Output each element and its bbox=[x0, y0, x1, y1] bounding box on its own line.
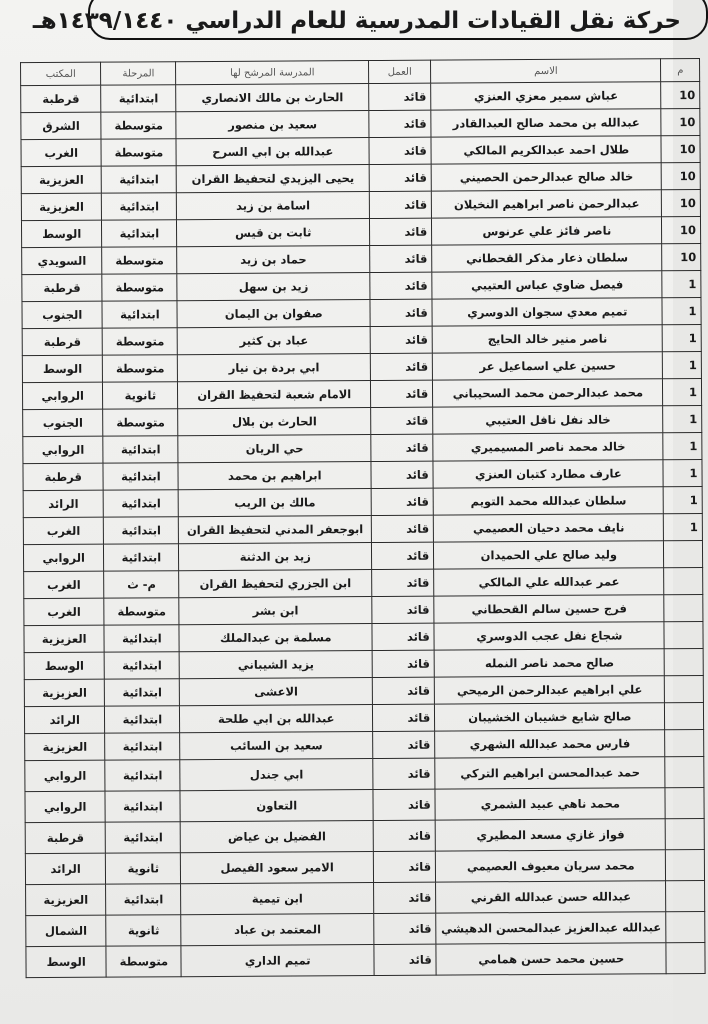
table-row bbox=[23, 486, 702, 517]
cell-job: قائد bbox=[372, 542, 434, 569]
header-name: الاسم bbox=[431, 59, 661, 83]
cell-school: الامير سعود الفيصل bbox=[181, 852, 374, 884]
cell-num bbox=[665, 787, 704, 818]
cell-office: الوسط bbox=[26, 946, 107, 977]
cell-job: قائد bbox=[371, 380, 433, 407]
cell-school: ابن تيمية bbox=[181, 883, 374, 915]
table-row bbox=[22, 270, 701, 301]
page-title: حركة نقل القيادات المدرسية للعام الدراسي ١٤٣٩/١٤٤٠هـ bbox=[32, 8, 681, 34]
cell-name: ناصر منير خالد الحايج bbox=[432, 325, 662, 353]
cell-name: خالد نفل نافل العتيبي bbox=[433, 406, 663, 434]
cell-job: قائد bbox=[373, 789, 435, 820]
cell-school: مالك بن الريب bbox=[178, 489, 371, 517]
cell-school: الحارث بن بلال bbox=[178, 408, 371, 436]
table-row bbox=[21, 109, 700, 140]
table-row bbox=[24, 648, 703, 679]
cell-office: الروابي bbox=[25, 760, 106, 791]
cell-name: خالد محمد ناصر المسيميري bbox=[433, 433, 663, 461]
cell-name: وليد صالح علي الحميدان bbox=[434, 541, 664, 569]
cell-office: قرطبة bbox=[23, 463, 104, 490]
cell-job: قائد bbox=[371, 488, 433, 515]
cell-num bbox=[664, 594, 703, 621]
cell-stage: ابتدائية bbox=[104, 625, 179, 652]
cell-num: 10 bbox=[661, 82, 700, 109]
cell-num bbox=[664, 540, 703, 567]
cell-school: عبدالله بن ابي طلحة bbox=[180, 705, 373, 733]
cell-stage: ابتدائية bbox=[105, 733, 180, 760]
table-row bbox=[26, 911, 705, 946]
cell-name: صالح محمد ناصر النمله bbox=[434, 649, 664, 677]
cell-num bbox=[666, 911, 705, 942]
cell-office: الغرب bbox=[23, 517, 104, 544]
table-row bbox=[22, 351, 701, 382]
cell-num bbox=[664, 621, 703, 648]
header-num: م bbox=[661, 59, 700, 82]
header-job: العمل bbox=[369, 60, 431, 83]
cell-num: 1 bbox=[662, 270, 701, 297]
cell-name: سلطان عبدالله محمد التويم bbox=[433, 487, 663, 515]
cell-stage: ابتدائية bbox=[104, 517, 179, 544]
cell-num: 1 bbox=[663, 405, 702, 432]
cell-job: قائد bbox=[370, 299, 432, 326]
cell-stage: متوسطة bbox=[102, 247, 177, 274]
cell-school: الامام شعبة لتحفيظ القران bbox=[178, 381, 371, 409]
cell-stage: ابتدائية bbox=[106, 884, 181, 915]
cell-name: محمد عبدالرحمن محمد السحيباني bbox=[433, 379, 663, 407]
cell-name: محمد سريان معيوف العصيمي bbox=[436, 850, 666, 882]
table-row bbox=[25, 756, 704, 791]
cell-office: الجنوب bbox=[23, 409, 104, 436]
cell-stage: ابتدائية bbox=[105, 791, 180, 822]
cell-name: حسين علي اسماعيل عر bbox=[433, 352, 663, 380]
table-row bbox=[21, 82, 700, 113]
cell-office: الغرب bbox=[24, 598, 105, 625]
table-row bbox=[21, 163, 700, 194]
cell-job: قائد bbox=[373, 851, 435, 882]
cell-job: قائد bbox=[374, 944, 436, 975]
cell-office: الغرب bbox=[24, 571, 105, 598]
cell-school: يزيد الشيباني bbox=[179, 651, 372, 679]
cell-office: الروابي bbox=[23, 544, 104, 571]
cell-job: قائد bbox=[369, 137, 431, 164]
cell-num bbox=[665, 729, 704, 756]
cell-name: سلطان ذعار مذكر القحطاني bbox=[432, 244, 662, 272]
cell-name: فرج حسين سالم القحطاني bbox=[434, 595, 664, 623]
cell-school: عباد بن كثير bbox=[177, 327, 370, 355]
table-row bbox=[21, 217, 700, 248]
cell-num bbox=[666, 818, 705, 849]
cell-job: قائد bbox=[374, 882, 436, 913]
cell-school: الحارث بن مالك الانصاري bbox=[176, 84, 369, 112]
cell-stage: ثانوية bbox=[106, 853, 181, 884]
cell-school: حماد بن زيد bbox=[177, 246, 370, 274]
cell-stage: ابتدائية bbox=[105, 760, 180, 791]
cell-name: صالح شايع خشيبان الخشيبان bbox=[435, 703, 665, 731]
cell-stage: ابتدائية bbox=[102, 301, 177, 328]
cell-job: قائد bbox=[369, 164, 431, 191]
cell-name: عارف مطارد كتبان العنزي bbox=[433, 460, 663, 488]
cell-name: حسين محمد حسن همامي bbox=[436, 943, 666, 975]
cell-job: قائد bbox=[372, 623, 434, 650]
cell-office: الشرق bbox=[21, 112, 102, 139]
cell-office: الوسط bbox=[22, 355, 103, 382]
cell-job: قائد bbox=[372, 677, 434, 704]
cell-num: 10 bbox=[661, 136, 700, 163]
cell-job: قائد bbox=[373, 820, 435, 851]
cell-school: التعاون bbox=[180, 790, 373, 822]
cell-name: نايف محمد دحيان العصيمي bbox=[433, 514, 663, 542]
cell-school: المعتمد بن عباد bbox=[181, 914, 374, 946]
cell-name: عبدالله حسن عبدالله القرني bbox=[436, 881, 666, 913]
cell-num: 1 bbox=[663, 351, 702, 378]
cell-office: الشمال bbox=[26, 915, 107, 946]
cell-school: سعيد بن السائب bbox=[180, 732, 373, 760]
header-office: المكتب bbox=[21, 62, 102, 85]
cell-office: الروابي bbox=[25, 791, 106, 822]
cell-job: قائد bbox=[373, 731, 435, 758]
table-row bbox=[25, 787, 704, 822]
cell-stage: متوسطة bbox=[104, 598, 179, 625]
cell-school: سعيد بن منصور bbox=[176, 111, 369, 139]
cell-office: الرائد bbox=[23, 490, 104, 517]
cell-stage: متوسطة bbox=[101, 139, 176, 166]
cell-stage: م- ث bbox=[104, 571, 179, 598]
cell-school: الاعشى bbox=[180, 678, 373, 706]
cell-office: العزيزية bbox=[21, 166, 102, 193]
header-school: المدرسة المرشح لها bbox=[176, 61, 369, 85]
cell-job: قائد bbox=[370, 272, 432, 299]
table-row bbox=[25, 849, 704, 884]
table-row bbox=[22, 378, 701, 409]
cell-name: عباش سمير معزي العنزي bbox=[431, 82, 661, 110]
cell-num bbox=[665, 675, 704, 702]
cell-num bbox=[666, 880, 705, 911]
cell-job: قائد bbox=[372, 569, 434, 596]
cell-name: فيصل ضاوي عباس العتيبي bbox=[432, 271, 662, 299]
table-row bbox=[23, 540, 702, 571]
cell-school: صفوان بن اليمان bbox=[177, 300, 370, 328]
cell-office: الروابي bbox=[23, 436, 104, 463]
cell-num: 1 bbox=[664, 486, 703, 513]
table-body bbox=[21, 82, 705, 978]
cell-job: قائد bbox=[369, 110, 431, 137]
table-row bbox=[21, 136, 700, 167]
cell-school: حي الريان bbox=[178, 435, 371, 463]
cell-school: ثابت بن قيس bbox=[177, 219, 370, 247]
table-row bbox=[26, 880, 705, 915]
cell-stage: متوسطة bbox=[103, 409, 178, 436]
cell-stage: متوسطة bbox=[106, 946, 181, 977]
cell-job: قائد bbox=[374, 913, 436, 944]
cell-job: قائد bbox=[371, 515, 433, 542]
cell-name: طلال احمد عبدالكريم المالكي bbox=[431, 136, 661, 164]
cell-job: قائد bbox=[370, 326, 432, 353]
cell-office: الغرب bbox=[21, 139, 102, 166]
cell-office: العزيزية bbox=[24, 679, 105, 706]
cell-office: الجنوب bbox=[22, 301, 103, 328]
cell-stage: ابتدائية bbox=[102, 166, 177, 193]
cell-stage: ثانوية bbox=[103, 382, 178, 409]
cell-num: 1 bbox=[663, 378, 702, 405]
cell-name: تميم معدي سجوان الدوسري bbox=[432, 298, 662, 326]
cell-school: ابن بشر bbox=[179, 597, 372, 625]
cell-school: الفضيل بن عياض bbox=[180, 821, 373, 853]
cell-name: عبدالله عبدالعزيز عبدالمحسن الدهيشي bbox=[436, 912, 666, 944]
cell-office: قرطبة bbox=[22, 328, 103, 355]
cell-num: 1 bbox=[663, 432, 702, 459]
cell-stage: ابتدائية bbox=[103, 463, 178, 490]
cell-job: قائد bbox=[370, 353, 432, 380]
cell-school: زيد بن الدثنة bbox=[179, 543, 372, 571]
cell-school: تميم الداري bbox=[181, 945, 374, 977]
cell-school: اسامة بن زيد bbox=[177, 192, 370, 220]
cell-job: قائد bbox=[369, 83, 431, 110]
table-row bbox=[26, 942, 705, 977]
table-row bbox=[21, 190, 700, 221]
cell-stage: متوسطة bbox=[102, 274, 177, 301]
cell-stage: متوسطة bbox=[103, 355, 178, 382]
table-row bbox=[24, 621, 703, 652]
cell-num bbox=[665, 648, 704, 675]
table-row bbox=[23, 513, 702, 544]
cell-job: قائد bbox=[370, 245, 432, 272]
cell-stage: ابتدائية bbox=[102, 193, 177, 220]
cell-num: 1 bbox=[663, 324, 702, 351]
cell-job: قائد bbox=[372, 596, 434, 623]
cell-school: زيد بن سهل bbox=[177, 273, 370, 301]
cell-school: مسلمة بن عبدالملك bbox=[179, 624, 372, 652]
cell-name: فواز غازي مسعد المطيري bbox=[435, 819, 665, 851]
cell-job: قائد bbox=[372, 650, 434, 677]
cell-office: الرائد bbox=[24, 706, 105, 733]
cell-office: العزيزية bbox=[21, 193, 102, 220]
header-stage: المرحلة bbox=[101, 62, 176, 85]
cell-name: محمد ناهي عبيد الشمري bbox=[435, 788, 665, 820]
cell-num: 10 bbox=[661, 109, 700, 136]
cell-num: 10 bbox=[662, 243, 701, 270]
cell-stage: ابتدائية bbox=[105, 679, 180, 706]
table-row bbox=[22, 297, 701, 328]
cell-stage: ابتدائية bbox=[104, 544, 179, 571]
cell-office: العزيزية bbox=[24, 625, 105, 652]
cell-school: ابي بردة بن نيار bbox=[178, 354, 371, 382]
table-row bbox=[25, 818, 704, 853]
cell-num bbox=[664, 567, 703, 594]
cell-office: الوسط bbox=[21, 220, 102, 247]
table-row bbox=[23, 432, 702, 463]
cell-stage: متوسطة bbox=[101, 112, 176, 139]
cell-num bbox=[665, 702, 704, 729]
cell-school: عبدالله بن ابي السرح bbox=[176, 138, 369, 166]
cell-office: السويدي bbox=[22, 247, 103, 274]
cell-office: الوسط bbox=[24, 652, 105, 679]
table-row bbox=[22, 243, 701, 274]
cell-num: 1 bbox=[663, 459, 702, 486]
cell-job: قائد bbox=[373, 704, 435, 731]
cell-office: العزيزية bbox=[25, 733, 106, 760]
cell-stage: ابتدائية bbox=[101, 85, 176, 112]
cell-num: 10 bbox=[662, 163, 701, 190]
cell-num: 10 bbox=[662, 190, 701, 217]
cell-name: فارس محمد عبدالله الشهري bbox=[435, 730, 665, 758]
cell-office: قرطبة bbox=[22, 274, 103, 301]
cell-job: قائد bbox=[371, 407, 433, 434]
cell-office: قرطبة bbox=[25, 822, 106, 853]
cell-name: عبدالرحمن ناصر ابراهيم النخيلان bbox=[432, 190, 662, 218]
table-row bbox=[23, 405, 702, 436]
cell-name: ناصر فائز علي عرنوس bbox=[432, 217, 662, 245]
cell-job: قائد bbox=[370, 218, 432, 245]
cell-num: 1 bbox=[662, 297, 701, 324]
cell-num bbox=[666, 849, 705, 880]
cell-job: قائد bbox=[373, 758, 435, 789]
table-row bbox=[23, 459, 702, 490]
cell-stage: ابتدائية bbox=[103, 436, 178, 463]
cell-job: قائد bbox=[371, 434, 433, 461]
table-row bbox=[24, 594, 703, 625]
cell-name: علي ابراهيم عبدالرحمن الرميحي bbox=[434, 676, 664, 704]
cell-name: خالد صالح عبدالرحمن الحصيني bbox=[431, 163, 661, 191]
table-row bbox=[22, 324, 701, 355]
cell-stage: ثانوية bbox=[106, 915, 181, 946]
cell-stage: ابتدائية bbox=[102, 220, 177, 247]
table-row bbox=[25, 729, 704, 760]
cell-stage: ابتدائية bbox=[105, 706, 180, 733]
cell-office: الرائد bbox=[25, 853, 106, 884]
table-row bbox=[24, 567, 703, 598]
table-row bbox=[24, 702, 703, 733]
table-row bbox=[24, 675, 703, 706]
cell-office: قرطبة bbox=[21, 85, 102, 112]
cell-name: شجاع نفل عجب الدوسري bbox=[434, 622, 664, 650]
cell-office: العزيزية bbox=[26, 884, 107, 915]
cell-name: حمد عبدالمحسن ابراهيم التركي bbox=[435, 757, 665, 789]
cell-stage: ابتدائية bbox=[104, 652, 179, 679]
transfer-table bbox=[20, 58, 706, 978]
cell-num: 1 bbox=[664, 513, 703, 540]
cell-school: ابن الجزري لتحفيظ القران bbox=[179, 570, 372, 598]
cell-num bbox=[665, 756, 704, 787]
cell-stage: متوسطة bbox=[103, 328, 178, 355]
cell-school: ابي جندل bbox=[180, 759, 373, 791]
cell-num: 10 bbox=[662, 217, 701, 244]
cell-job: قائد bbox=[369, 191, 431, 218]
cell-name: عبدالله بن محمد صالح العبدالقادر bbox=[431, 109, 661, 137]
cell-school: ابراهيم بن محمد bbox=[178, 462, 371, 490]
cell-name: عمر عبدالله علي المالكي bbox=[434, 568, 664, 596]
cell-school: يحيى اليزيدي لتحفيظ القران bbox=[176, 165, 369, 193]
cell-stage: ابتدائية bbox=[106, 822, 181, 853]
cell-job: قائد bbox=[371, 461, 433, 488]
cell-stage: ابتدائية bbox=[104, 490, 179, 517]
cell-school: ابوجعفر المدني لتحفيظ القران bbox=[179, 516, 372, 544]
cell-num bbox=[666, 942, 705, 973]
cell-office: الروابي bbox=[22, 382, 103, 409]
